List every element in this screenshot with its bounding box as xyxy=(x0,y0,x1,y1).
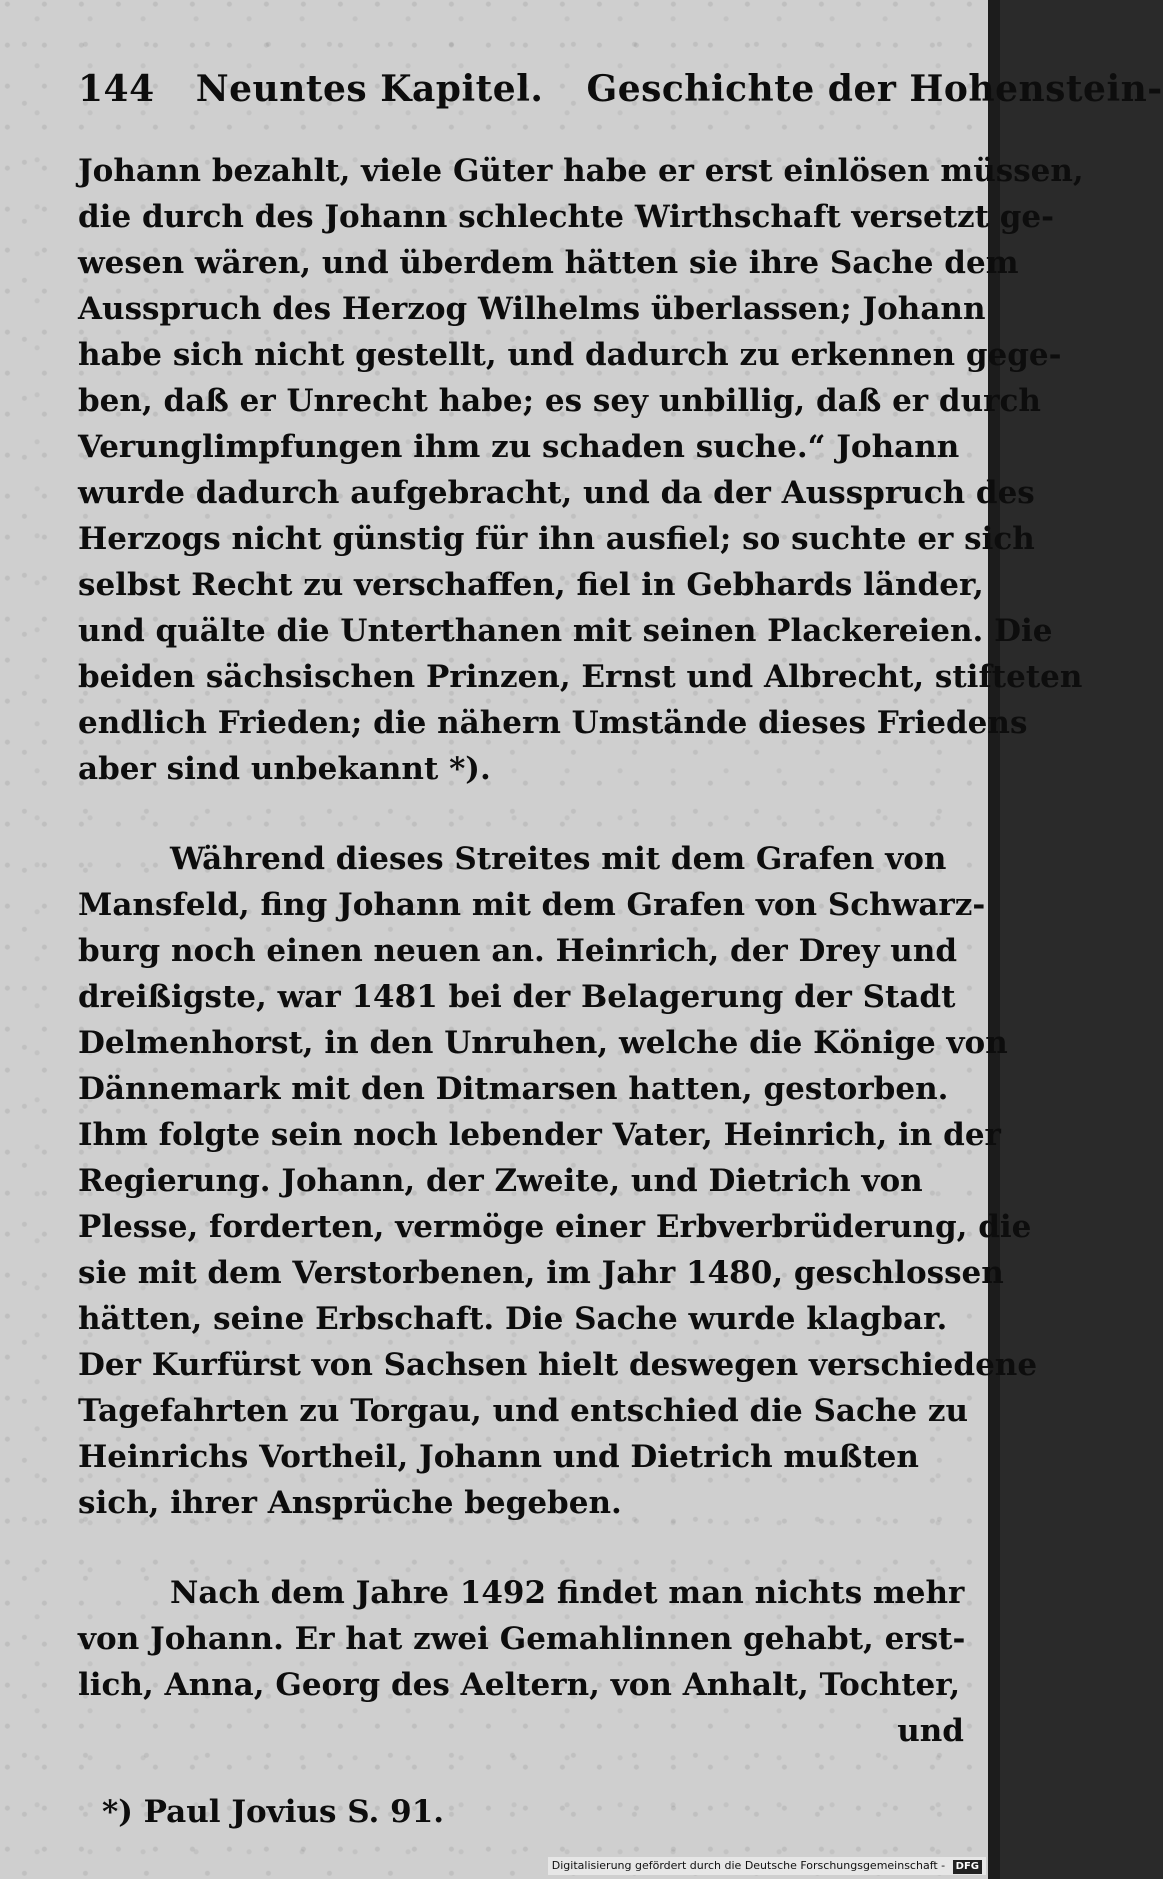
text-line: sich, ihrer Ansprüche begeben. xyxy=(78,1485,622,1521)
paragraph-3 xyxy=(78,1570,964,1754)
text-line: Der Kurfürst von Sachsen hielt deswegen verschiedene xyxy=(78,1347,1038,1383)
text-line: Ausspruch des Herzog Wilhelms überlassen; Johann xyxy=(78,291,986,327)
catchword: und xyxy=(897,1713,964,1749)
paragraph-2 xyxy=(78,836,1038,1526)
text-line: beiden sächsischen Prinzen, Ernst und Albrecht, stifteten xyxy=(78,659,1083,695)
text-line: Heinrichs Vortheil, Johann und Dietrich mußten xyxy=(78,1439,919,1475)
chapter-title: Neuntes Kapitel. xyxy=(195,68,544,110)
text-line: Mansfeld, fing Johann mit dem Grafen von Schwarz- xyxy=(78,887,986,923)
text-line: Während dieses Streites mit dem Grafen von xyxy=(170,841,947,877)
paragraph-gap xyxy=(78,792,964,836)
paragraph-gap xyxy=(78,1526,964,1570)
text-line: lich, Anna, Georg des Aeltern, von Anhalt, Tochter, xyxy=(78,1667,961,1703)
text-line: hätten, seine Erbschaft. Die Sache wurde klagbar. xyxy=(78,1301,948,1337)
text-line: Verunglimpfungen ihm zu schaden suche.“ Johann xyxy=(78,429,960,465)
text-line: wesen wären, und überdem hätten sie ihre Sache dem xyxy=(78,245,1019,281)
digitization-credit xyxy=(548,1857,986,1875)
text-line: dreißigste, war 1481 bei der Belagerung der Stadt xyxy=(78,979,956,1015)
text-line: selbst Recht zu verschaffen, fiel in Gebhards länder, xyxy=(78,567,984,603)
text-line: endlich Frieden; die nähern Umstände dieses Friedens xyxy=(78,705,1028,741)
footnote: *) Paul Jovius S. 91. xyxy=(102,1794,445,1830)
text-line: Ihm folgte sein noch lebender Vater, Heinrich, in der xyxy=(78,1117,1001,1153)
body-text xyxy=(78,148,1084,1754)
text-line: Nach dem Jahre 1492 findet man nichts mehr xyxy=(170,1575,965,1611)
text-line: Regierung. Johann, der Zweite, und Dietrich von xyxy=(78,1163,923,1199)
text-line: die durch des Johann schlechte Wirthschaft versetzt ge- xyxy=(78,199,1055,235)
text-line: sie mit dem Verstorbenen, im Jahr 1480, geschlossen xyxy=(78,1255,1004,1291)
text-line: von Johann. Er hat zwei Gemahlinnen gehabt, erst- xyxy=(78,1621,966,1657)
running-header xyxy=(78,68,1163,114)
paragraph-1 xyxy=(78,148,1084,792)
running-title: Geschichte der Hohenstein- xyxy=(586,68,1163,110)
page-number: 144 xyxy=(78,68,155,110)
text-line: Herzogs nicht günstig für ihn ausfiel; so suchte er sich xyxy=(78,521,1035,557)
text-line: Tagefahrten zu Torgau, und entschied die Sache zu xyxy=(78,1393,969,1429)
text-line: Plesse, forderten, vermöge einer Erbverbrüderung, die xyxy=(78,1209,1032,1245)
text-line: burg noch einen neuen an. Heinrich, der Drey und xyxy=(78,933,958,969)
text-line: ben, daß er Unrecht habe; es sey unbillig, daß er durch xyxy=(78,383,1041,419)
text-line: wurde dadurch aufgebracht, und da der Ausspruch des xyxy=(78,475,1035,511)
text-line: Johann bezahlt, viele Güter habe er erst einlösen müssen, xyxy=(78,153,1084,189)
text-line: Delmenhorst, in den Unruhen, welche die Könige von xyxy=(78,1025,1008,1061)
text-line: aber sind unbekannt *). xyxy=(78,751,491,787)
credit-text: Digitalisierung gefördert durch die Deutsche Forschungsgemeinschaft - xyxy=(551,1859,946,1872)
text-line: und quälte die Unterthanen mit seinen Plackereien. Die xyxy=(78,613,1053,649)
dfg-logo: DFG xyxy=(953,1860,982,1874)
text-line: habe sich nicht gestellt, und dadurch zu erkennen gege- xyxy=(78,337,1062,373)
text-line: Dännemark mit den Ditmarsen hatten, gestorben. xyxy=(78,1071,949,1107)
